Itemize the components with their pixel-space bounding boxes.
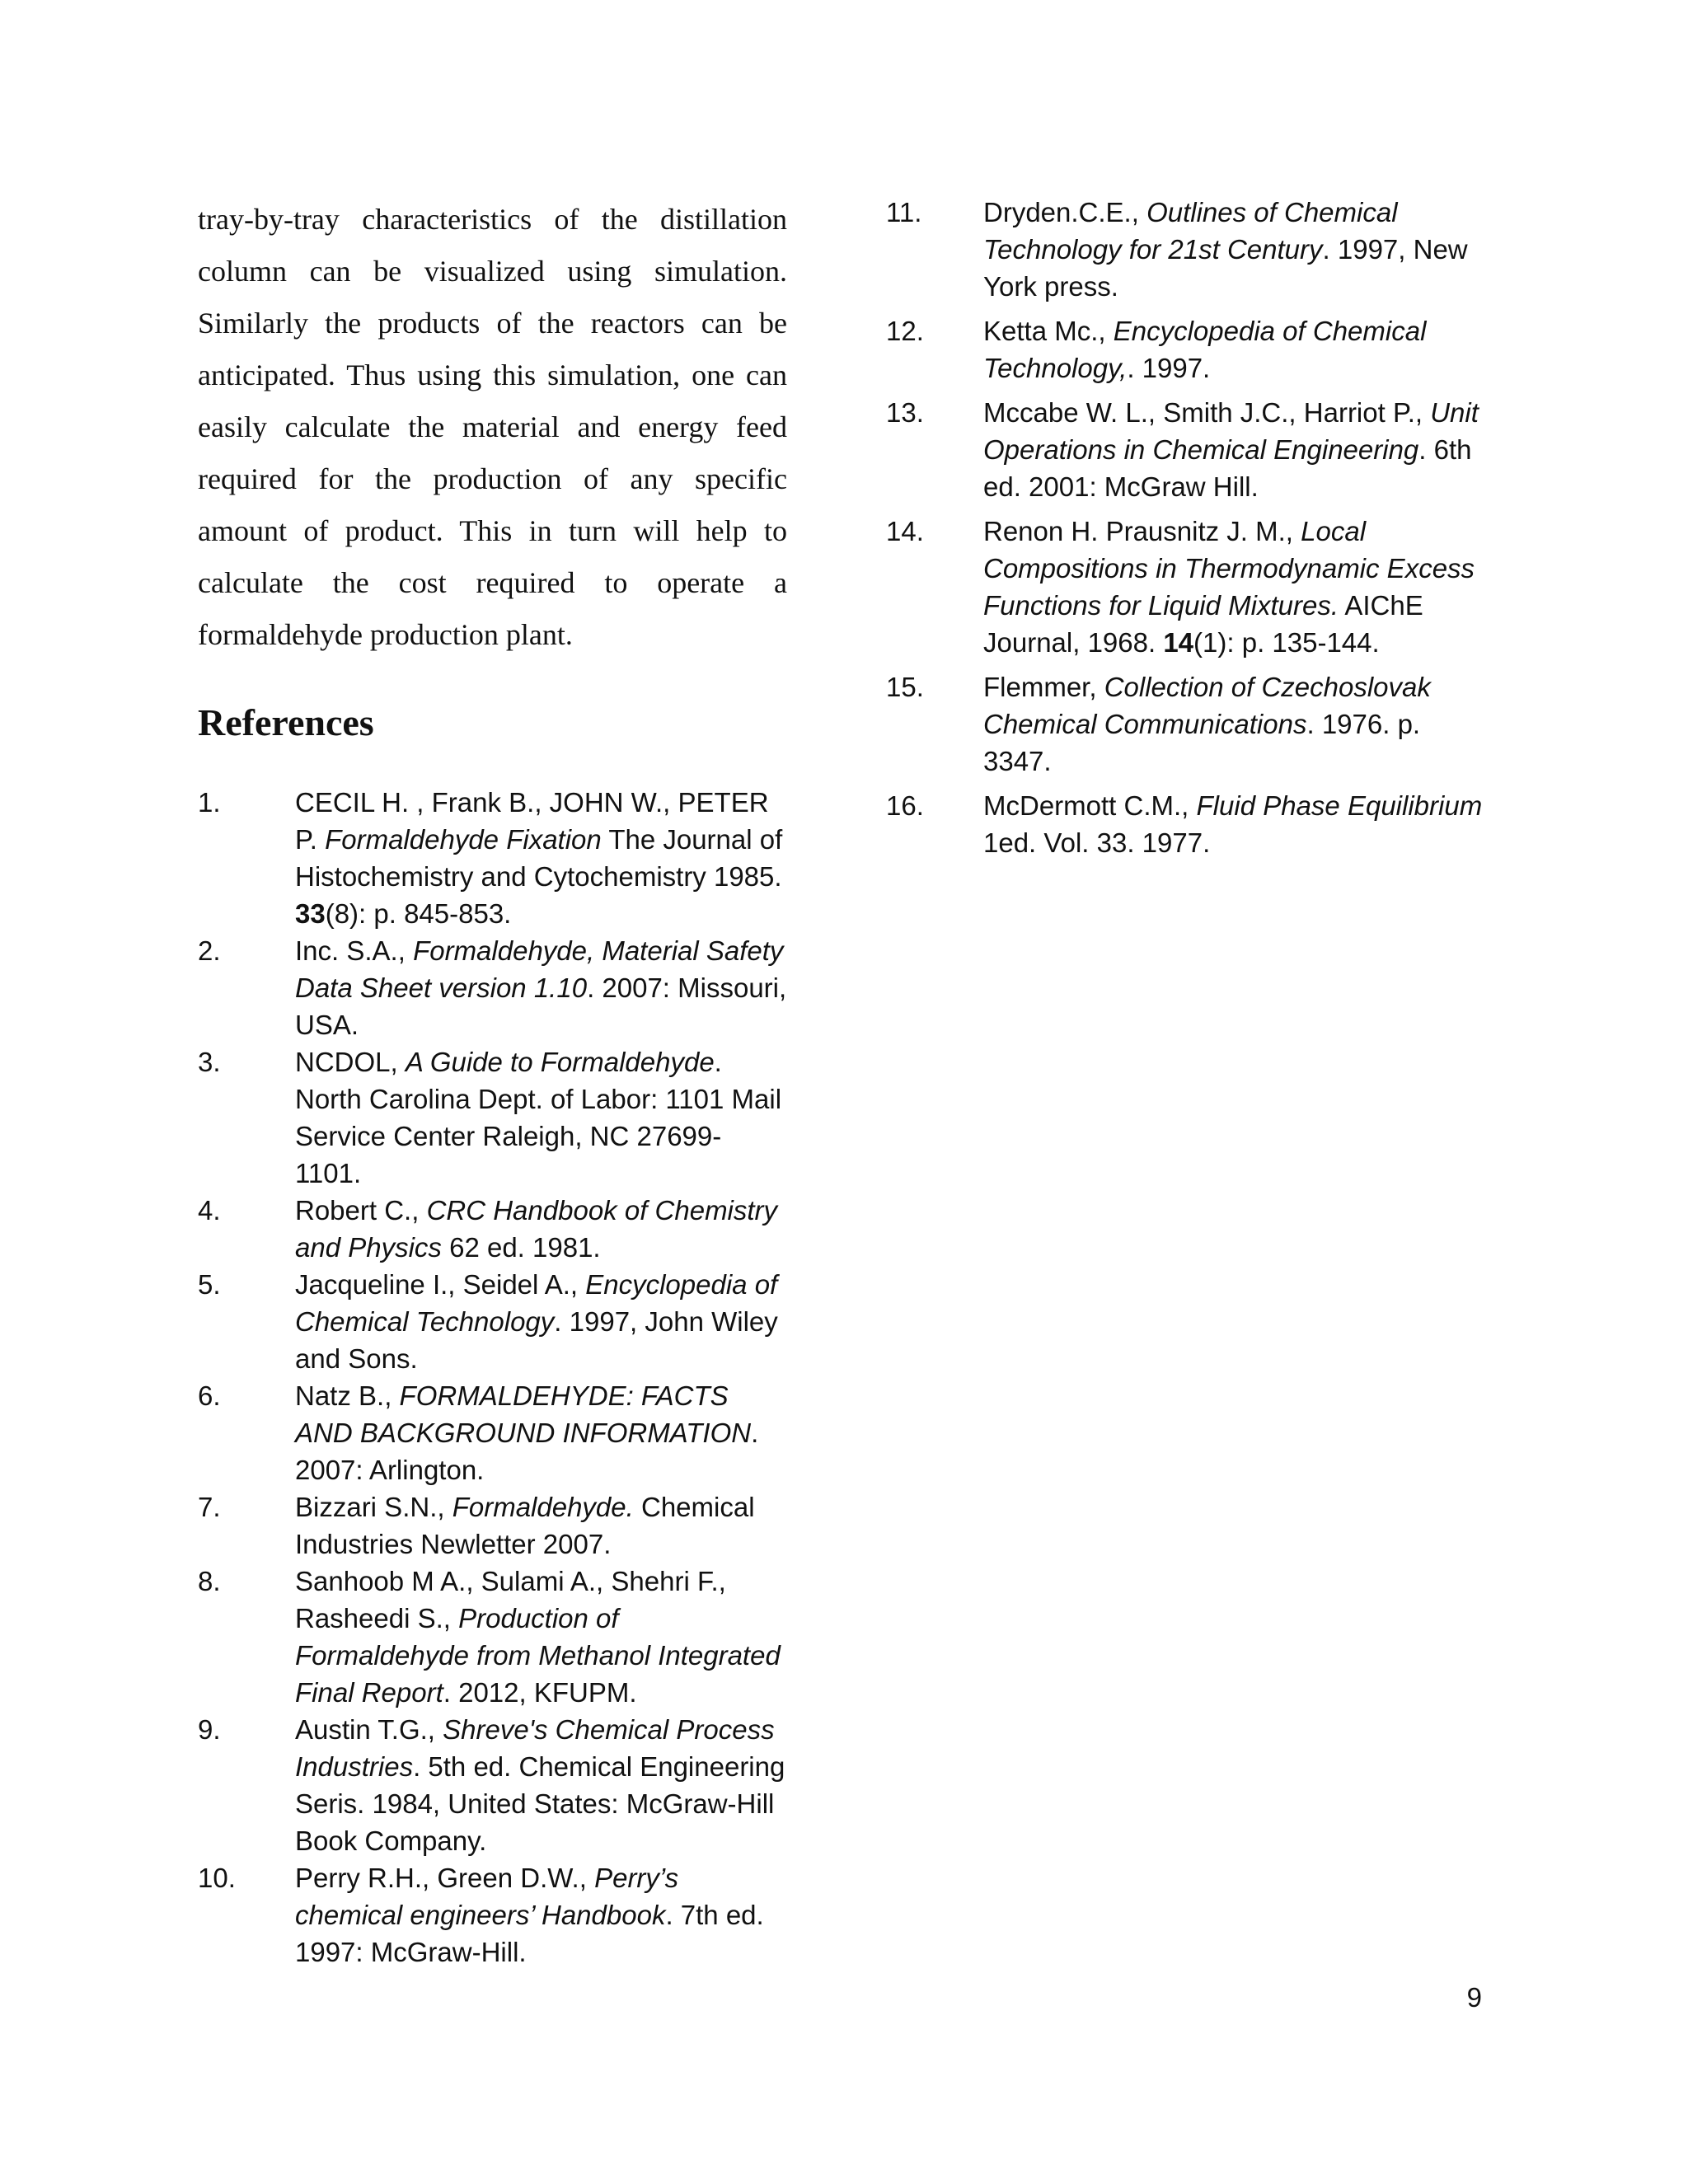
reference-text	[295, 1563, 787, 1711]
reference-item	[198, 1043, 787, 1192]
reference-number: 8.	[198, 1565, 221, 1596]
reference-volume: 14	[1163, 627, 1194, 658]
reference-segment: 1ed. Vol. 33. 1977.	[983, 827, 1211, 858]
reference-text	[983, 312, 1488, 387]
reference-title: Formaldehyde, Material Safety Data Sheet version 1.10	[295, 935, 784, 1003]
reference-list-left	[198, 784, 787, 1971]
reference-item	[198, 1192, 787, 1266]
reference-text	[295, 1043, 787, 1192]
reference-segment: . 2007: Missouri, USA.	[295, 972, 787, 1040]
reference-title: Local Compositions in Thermodynamic Excess Functions for Liquid Mixtures.	[983, 516, 1475, 621]
reference-segment: . 1997.	[1127, 353, 1211, 383]
reference-segment: The Journal of Histochemistry and Cytochemistry 1985.	[295, 823, 783, 892]
reference-number: 12.	[886, 316, 924, 346]
reference-segment: . 5th ed. Chemical Engineering Seris. 1984, United States: McGraw-Hill Book Company.	[295, 1750, 785, 1856]
reference-segment: Sanhoob M A., Sulami A., Shehri F., Rasheedi S.,	[295, 1565, 726, 1633]
reference-text	[295, 1488, 787, 1563]
reference-number: 14.	[886, 516, 924, 546]
reference-title: Shreve's Chemical Process Industries	[295, 1713, 775, 1782]
reference-segment: Perry R.H., Green D.W.,	[295, 1862, 595, 1893]
reference-segment: . 1997, John Wiley and Sons.	[295, 1305, 778, 1374]
reference-segment: Natz B.,	[295, 1380, 400, 1411]
reference-text	[983, 513, 1488, 661]
reference-segment: Mccabe W. L., Smith J.C., Harriot P.,	[983, 397, 1431, 428]
reference-list-right	[886, 194, 1488, 861]
reference-segment: . North Carolina Dept. of Labor: 1101 Mail Service Center Raleigh, NC 27699-1101.	[295, 1046, 782, 1188]
reference-number: 7.	[198, 1491, 221, 1522]
references-heading: References	[198, 701, 374, 743]
reference-text	[295, 784, 787, 932]
reference-segment: Dryden.C.E.,	[983, 197, 1147, 227]
reference-title: FORMALDEHYDE: FACTS AND BACKGROUND INFORMATION	[295, 1380, 752, 1448]
reference-segment: . 2012, KFUPM.	[443, 1676, 637, 1708]
reference-title: Fluid Phase Equilibrium	[1196, 790, 1483, 821]
reference-item	[198, 784, 787, 932]
reference-text	[295, 1377, 787, 1488]
reference-segment: . 2007: Arlington.	[295, 1417, 759, 1485]
reference-segment: CECIL H. , Frank B., JOHN W., PETER P.	[295, 786, 769, 855]
reference-volume: 33	[295, 898, 326, 929]
reference-title: Formaldehyde.	[452, 1491, 634, 1522]
reference-segment: NCDOL,	[295, 1046, 406, 1077]
reference-item	[198, 1377, 787, 1488]
reference-segment: Ketta Mc.,	[983, 316, 1114, 346]
reference-title: A Guide to Formaldehyde	[405, 1046, 715, 1077]
reference-item	[886, 668, 1488, 780]
reference-number: 5.	[198, 1268, 221, 1300]
reference-text	[295, 1192, 787, 1266]
page-number: 9	[1466, 1982, 1482, 2013]
reference-title: Production of Formaldehyde from Methanol Integrated Final Report	[295, 1602, 781, 1708]
reference-segment: McDermott C.M.,	[983, 790, 1197, 821]
reference-title: Outlines of Chemical Technology for 21st Century	[983, 197, 1398, 265]
reference-segment: Inc. S.A.,	[295, 935, 414, 966]
left-column	[198, 194, 787, 1971]
reference-segment: Austin T.G.,	[295, 1713, 443, 1745]
reference-number: 6.	[198, 1380, 221, 1411]
reference-title: Formaldehyde Fixation	[325, 823, 602, 855]
reference-segment: . 1976. p. 3347.	[983, 709, 1421, 776]
reference-text	[295, 1711, 787, 1859]
reference-segment: . 1997, New York press.	[983, 234, 1468, 302]
reference-item	[886, 312, 1488, 387]
reference-title: CRC Handbook of Chemistry and Physics	[295, 1194, 778, 1263]
reference-segment: . 7th ed. 1997: McGraw-Hill.	[295, 1899, 764, 1967]
reference-text	[983, 394, 1488, 505]
reference-text	[295, 932, 787, 1043]
reference-number: 13.	[886, 397, 924, 428]
reference-number: 11.	[886, 197, 922, 227]
reference-item	[886, 194, 1488, 305]
reference-segment: Bizzari S.N.,	[295, 1491, 452, 1522]
reference-text	[295, 1859, 787, 1971]
reference-title: Perry’s chemical engineers’ Handbook	[295, 1862, 679, 1930]
reference-item	[198, 1266, 787, 1377]
reference-item	[198, 1563, 787, 1711]
reference-number: 4.	[198, 1194, 221, 1226]
reference-segment: Flemmer,	[983, 672, 1104, 702]
reference-text	[983, 787, 1488, 861]
reference-segment: (1): p. 135-144.	[1193, 627, 1380, 658]
reference-number: 1.	[198, 786, 221, 818]
reference-number: 16.	[886, 790, 924, 821]
reference-segment: 62 ed. 1981.	[441, 1231, 601, 1263]
reference-item	[886, 513, 1488, 661]
reference-segment: Renon H. Prausnitz J. M.,	[983, 516, 1301, 546]
reference-number: 3.	[198, 1046, 221, 1077]
reference-title: Collection of Czechoslovak Chemical Communications	[983, 672, 1431, 739]
reference-title: Unit Operations in Chemical Engineering	[983, 397, 1479, 465]
reference-number: 2.	[198, 935, 221, 966]
body-paragraph: tray-by-tray characteristics of the distillation column can be visualized using simulation. Similarly the products of the reactors can be anticipated. Thus using this simulation, one can easily calculate the material and energy feed required for the production of any specific amount of product. This in turn will help to calculate the cost required to operate a formaldehyde production plant.	[198, 203, 787, 651]
right-column	[886, 194, 1488, 869]
reference-number: 15.	[886, 672, 924, 702]
reference-item	[198, 1859, 787, 1971]
reference-segment: . 6th ed. 2001: McGraw Hill.	[983, 434, 1472, 502]
reference-segment: Chemical Industries Newletter 2007.	[295, 1491, 755, 1559]
reference-item	[198, 1711, 787, 1859]
reference-title: Encyclopedia of Chemical Technology,	[983, 316, 1427, 383]
reference-number: 10.	[198, 1862, 236, 1893]
reference-title: Encyclopedia of Chemical Technology	[295, 1268, 778, 1337]
reference-segment: (8): p. 845-853.	[325, 898, 512, 929]
reference-segment: Jacqueline I., Seidel A.,	[295, 1268, 586, 1300]
reference-text	[295, 1266, 787, 1377]
reference-segment: AIChE Journal, 1968.	[983, 590, 1423, 658]
reference-item	[198, 932, 787, 1043]
reference-text	[983, 194, 1488, 305]
reference-text	[983, 668, 1488, 780]
reference-segment: Robert C.,	[295, 1194, 427, 1226]
reference-item	[198, 1488, 787, 1563]
reference-number: 9.	[198, 1713, 221, 1745]
reference-item	[886, 394, 1488, 505]
reference-item	[886, 787, 1488, 861]
